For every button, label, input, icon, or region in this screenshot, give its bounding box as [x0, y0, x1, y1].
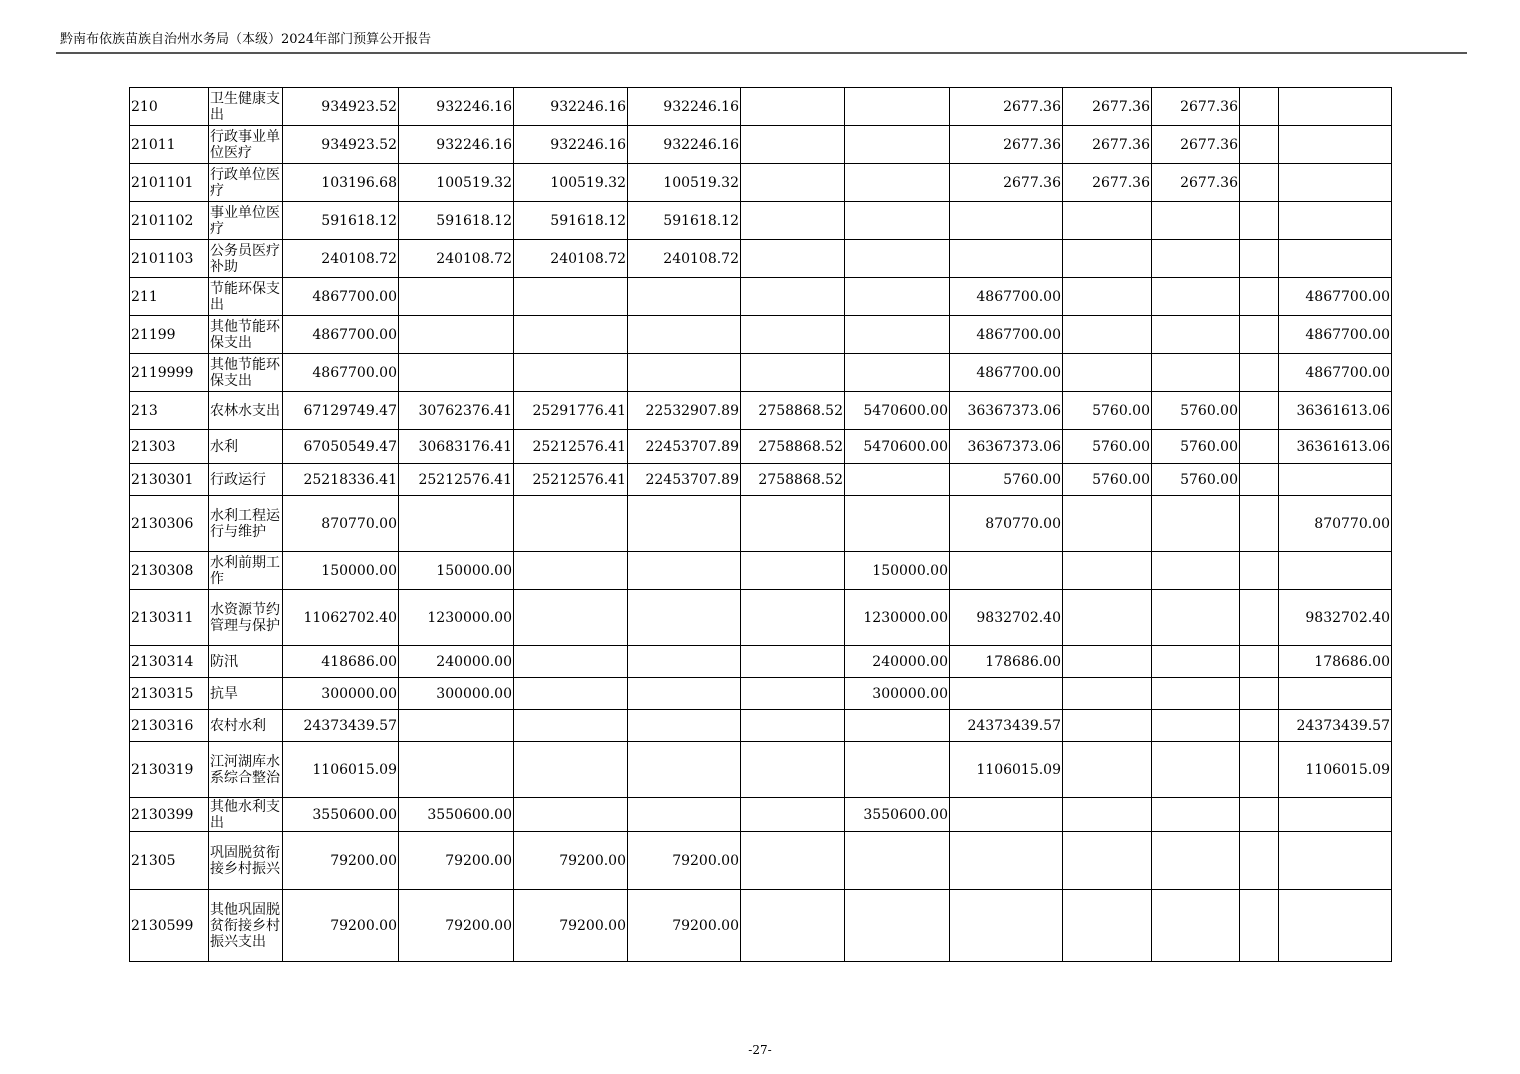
row-value-cell [1063, 742, 1152, 798]
table-row [130, 552, 1392, 590]
row-name-cell: 事业单位医疗 [209, 202, 283, 240]
row-value-cell: 178686.00 [950, 646, 1063, 678]
row-value-cell: 932246.16 [399, 88, 514, 126]
row-value-cell [1152, 590, 1240, 646]
row-value-cell: 100519.32 [628, 164, 741, 202]
row-value-cell: 36361613.06 [1279, 430, 1392, 464]
row-value-cell: 79200.00 [628, 832, 741, 890]
row-value-cell [741, 126, 845, 164]
row-value-cell [741, 710, 845, 742]
row-value-cell [845, 202, 950, 240]
row-value-cell: 2677.36 [1152, 164, 1240, 202]
row-value-cell [628, 354, 741, 392]
row-code-cell: 2130319 [130, 742, 209, 798]
row-value-cell: 2677.36 [1063, 164, 1152, 202]
row-value-cell: 1230000.00 [399, 590, 514, 646]
row-value-cell: 36367373.06 [950, 430, 1063, 464]
row-value-cell: 22532907.89 [628, 392, 741, 430]
row-code-cell: 2101101 [130, 164, 209, 202]
row-value-cell [1152, 710, 1240, 742]
row-value-cell [1063, 240, 1152, 278]
row-code-cell: 2130301 [130, 464, 209, 496]
row-value-cell [741, 646, 845, 678]
row-value-cell [1063, 590, 1152, 646]
row-code-cell: 21305 [130, 832, 209, 890]
table-row [130, 890, 1392, 962]
row-value-cell [1063, 710, 1152, 742]
row-value-cell: 79200.00 [283, 832, 399, 890]
row-code-cell: 21199 [130, 316, 209, 354]
row-value-cell [845, 710, 950, 742]
row-value-cell [845, 890, 950, 962]
row-value-cell: 25291776.41 [514, 392, 628, 430]
row-value-cell: 3550600.00 [283, 798, 399, 832]
row-code-cell: 213 [130, 392, 209, 430]
row-value-cell: 79200.00 [399, 890, 514, 962]
row-value-cell [399, 742, 514, 798]
table-row [130, 496, 1392, 552]
row-value-cell [741, 832, 845, 890]
row-value-cell: 9832702.40 [950, 590, 1063, 646]
row-value-cell: 100519.32 [514, 164, 628, 202]
row-value-cell [950, 890, 1063, 962]
row-code-cell: 2130599 [130, 890, 209, 962]
row-value-cell: 932246.16 [514, 88, 628, 126]
row-value-cell [1240, 430, 1279, 464]
row-value-cell: 2758868.52 [741, 392, 845, 430]
table-row [130, 798, 1392, 832]
row-value-cell [1279, 678, 1392, 710]
row-value-cell [741, 496, 845, 552]
row-value-cell [845, 354, 950, 392]
row-value-cell [1240, 464, 1279, 496]
row-value-cell: 5760.00 [1152, 464, 1240, 496]
row-value-cell [1240, 202, 1279, 240]
row-value-cell [628, 798, 741, 832]
row-value-cell [1063, 496, 1152, 552]
table-row [130, 126, 1392, 164]
row-name-cell: 水利前期工作 [209, 552, 283, 590]
row-value-cell [741, 590, 845, 646]
row-value-cell [628, 590, 741, 646]
row-name-cell: 行政单位医疗 [209, 164, 283, 202]
row-code-cell: 2130316 [130, 710, 209, 742]
row-value-cell [1063, 832, 1152, 890]
row-value-cell [845, 240, 950, 278]
row-value-cell: 67129749.47 [283, 392, 399, 430]
row-code-cell: 2101103 [130, 240, 209, 278]
row-value-cell [1279, 832, 1392, 890]
row-value-cell: 5470600.00 [845, 392, 950, 430]
row-value-cell: 22453707.89 [628, 464, 741, 496]
row-value-cell: 5760.00 [1152, 430, 1240, 464]
row-value-cell: 24373439.57 [950, 710, 1063, 742]
row-value-cell [628, 278, 741, 316]
table-row [130, 202, 1392, 240]
row-value-cell: 870770.00 [1279, 496, 1392, 552]
row-value-cell [741, 890, 845, 962]
row-value-cell: 25212576.41 [399, 464, 514, 496]
row-value-cell [741, 88, 845, 126]
row-value-cell [1063, 202, 1152, 240]
row-name-cell: 行政事业单位医疗 [209, 126, 283, 164]
row-value-cell [950, 798, 1063, 832]
row-name-cell: 水资源节约管理与保护 [209, 590, 283, 646]
row-value-cell: 5760.00 [1063, 392, 1152, 430]
row-code-cell: 2130311 [130, 590, 209, 646]
row-name-cell: 水利 [209, 430, 283, 464]
table-row [130, 590, 1392, 646]
row-value-cell: 934923.52 [283, 126, 399, 164]
row-value-cell [845, 496, 950, 552]
row-value-cell: 240108.72 [628, 240, 741, 278]
row-value-cell [399, 354, 514, 392]
row-value-cell: 100519.32 [399, 164, 514, 202]
table-row [130, 164, 1392, 202]
row-name-cell: 卫生健康支出 [209, 88, 283, 126]
row-name-cell: 巩固脱贫衔接乡村振兴 [209, 832, 283, 890]
row-value-cell [845, 164, 950, 202]
row-value-cell [1279, 798, 1392, 832]
row-value-cell [845, 742, 950, 798]
row-value-cell [1240, 798, 1279, 832]
row-value-cell [1240, 316, 1279, 354]
row-value-cell [845, 126, 950, 164]
row-value-cell [514, 552, 628, 590]
row-value-cell [1063, 646, 1152, 678]
row-value-cell [514, 742, 628, 798]
table-row [130, 710, 1392, 742]
row-value-cell: 932246.16 [399, 126, 514, 164]
row-value-cell [1152, 496, 1240, 552]
row-value-cell [1279, 202, 1392, 240]
table-row [130, 678, 1392, 710]
row-value-cell: 2677.36 [950, 126, 1063, 164]
row-value-cell: 1106015.09 [950, 742, 1063, 798]
row-value-cell: 22453707.89 [628, 430, 741, 464]
row-code-cell: 2130399 [130, 798, 209, 832]
row-value-cell: 4867700.00 [283, 354, 399, 392]
row-value-cell [1240, 832, 1279, 890]
row-value-cell: 4867700.00 [283, 316, 399, 354]
row-value-cell: 25212576.41 [514, 464, 628, 496]
row-value-cell: 418686.00 [283, 646, 399, 678]
row-value-cell [1152, 278, 1240, 316]
row-value-cell [845, 832, 950, 890]
row-value-cell [1240, 710, 1279, 742]
row-value-cell: 591618.12 [399, 202, 514, 240]
row-value-cell [1063, 798, 1152, 832]
row-value-cell [399, 278, 514, 316]
row-value-cell: 5760.00 [1152, 392, 1240, 430]
row-value-cell: 3550600.00 [399, 798, 514, 832]
row-value-cell [1240, 590, 1279, 646]
row-name-cell: 行政运行 [209, 464, 283, 496]
row-value-cell [514, 496, 628, 552]
row-code-cell: 210 [130, 88, 209, 126]
row-value-cell [514, 590, 628, 646]
row-value-cell: 2677.36 [1152, 88, 1240, 126]
row-value-cell [1152, 316, 1240, 354]
row-value-cell: 5470600.00 [845, 430, 950, 464]
row-value-cell [628, 316, 741, 354]
row-value-cell [1240, 552, 1279, 590]
row-value-cell [1240, 392, 1279, 430]
row-value-cell: 2758868.52 [741, 430, 845, 464]
row-value-cell [845, 278, 950, 316]
row-name-cell: 抗旱 [209, 678, 283, 710]
table-row [130, 354, 1392, 392]
row-value-cell: 3550600.00 [845, 798, 950, 832]
row-name-cell: 农村水利 [209, 710, 283, 742]
row-value-cell [1152, 202, 1240, 240]
row-value-cell: 11062702.40 [283, 590, 399, 646]
row-value-cell [628, 496, 741, 552]
row-code-cell: 2101102 [130, 202, 209, 240]
row-value-cell: 36367373.06 [950, 392, 1063, 430]
row-value-cell: 932246.16 [628, 88, 741, 126]
row-value-cell [741, 678, 845, 710]
row-value-cell [399, 316, 514, 354]
table-row [130, 742, 1392, 798]
header-divider [56, 52, 1467, 54]
row-value-cell: 36361613.06 [1279, 392, 1392, 430]
row-value-cell [1152, 678, 1240, 710]
row-value-cell: 150000.00 [845, 552, 950, 590]
row-value-cell: 25212576.41 [514, 430, 628, 464]
row-value-cell [514, 678, 628, 710]
row-value-cell: 1230000.00 [845, 590, 950, 646]
page-header-title: 黔南布依族苗族自治州水务局（本级）2024年部门预算公开报告 [60, 32, 432, 47]
row-value-cell: 79200.00 [399, 832, 514, 890]
row-value-cell: 300000.00 [845, 678, 950, 710]
row-value-cell: 30762376.41 [399, 392, 514, 430]
row-value-cell [950, 202, 1063, 240]
row-value-cell [1279, 126, 1392, 164]
row-value-cell: 2758868.52 [741, 464, 845, 496]
table-row [130, 464, 1392, 496]
row-value-cell: 934923.52 [283, 88, 399, 126]
row-value-cell [1240, 164, 1279, 202]
row-value-cell: 79200.00 [514, 890, 628, 962]
row-value-cell [628, 678, 741, 710]
row-value-cell: 240000.00 [399, 646, 514, 678]
row-value-cell [1063, 316, 1152, 354]
row-value-cell [1240, 126, 1279, 164]
row-value-cell [514, 278, 628, 316]
row-value-cell [1152, 890, 1240, 962]
row-value-cell [1240, 496, 1279, 552]
row-name-cell: 其他水利支出 [209, 798, 283, 832]
row-value-cell: 870770.00 [283, 496, 399, 552]
row-name-cell: 防汛 [209, 646, 283, 678]
row-value-cell: 79200.00 [514, 832, 628, 890]
row-value-cell: 240108.72 [283, 240, 399, 278]
row-value-cell [514, 316, 628, 354]
row-value-cell [1240, 354, 1279, 392]
row-value-cell [1063, 890, 1152, 962]
row-value-cell: 1106015.09 [283, 742, 399, 798]
row-value-cell: 4867700.00 [1279, 316, 1392, 354]
row-value-cell [1063, 552, 1152, 590]
row-value-cell [1240, 678, 1279, 710]
row-value-cell [514, 798, 628, 832]
row-value-cell [741, 278, 845, 316]
row-value-cell [741, 354, 845, 392]
row-value-cell: 591618.12 [514, 202, 628, 240]
table-row [130, 88, 1392, 126]
row-value-cell: 5760.00 [1063, 464, 1152, 496]
row-value-cell: 103196.68 [283, 164, 399, 202]
row-value-cell [1240, 890, 1279, 962]
row-value-cell: 25218336.41 [283, 464, 399, 496]
row-code-cell: 2130314 [130, 646, 209, 678]
row-value-cell [1279, 464, 1392, 496]
row-value-cell [845, 316, 950, 354]
row-value-cell [1152, 240, 1240, 278]
row-value-cell: 24373439.57 [283, 710, 399, 742]
row-name-cell: 公务员医疗补助 [209, 240, 283, 278]
table-row [130, 316, 1392, 354]
row-value-cell [1152, 552, 1240, 590]
table-row [130, 240, 1392, 278]
budget-table [129, 87, 1392, 962]
row-value-cell: 2677.36 [950, 164, 1063, 202]
row-value-cell [1279, 88, 1392, 126]
row-code-cell: 21303 [130, 430, 209, 464]
row-value-cell [741, 742, 845, 798]
row-value-cell [950, 240, 1063, 278]
row-value-cell: 2677.36 [1063, 88, 1152, 126]
row-value-cell [1240, 742, 1279, 798]
row-value-cell [1063, 678, 1152, 710]
page-number: -27- [748, 1043, 772, 1057]
budget-table-body [130, 88, 1392, 962]
row-value-cell: 150000.00 [399, 552, 514, 590]
row-name-cell: 其他节能环保支出 [209, 354, 283, 392]
row-value-cell [1279, 240, 1392, 278]
table-row [130, 392, 1392, 430]
row-value-cell [741, 240, 845, 278]
row-value-cell: 24373439.57 [1279, 710, 1392, 742]
row-value-cell [950, 678, 1063, 710]
row-code-cell: 2130308 [130, 552, 209, 590]
row-value-cell [1240, 88, 1279, 126]
row-value-cell: 79200.00 [283, 890, 399, 962]
row-value-cell: 591618.12 [628, 202, 741, 240]
row-value-cell: 67050549.47 [283, 430, 399, 464]
row-code-cell: 2119999 [130, 354, 209, 392]
row-value-cell [628, 742, 741, 798]
row-value-cell: 300000.00 [283, 678, 399, 710]
table-row [130, 646, 1392, 678]
row-value-cell [1152, 832, 1240, 890]
row-value-cell: 932246.16 [628, 126, 741, 164]
row-value-cell [399, 496, 514, 552]
row-value-cell [1152, 742, 1240, 798]
row-value-cell: 591618.12 [283, 202, 399, 240]
row-value-cell: 9832702.40 [1279, 590, 1392, 646]
row-value-cell [514, 354, 628, 392]
row-value-cell: 2677.36 [950, 88, 1063, 126]
row-value-cell: 178686.00 [1279, 646, 1392, 678]
row-value-cell: 4867700.00 [1279, 278, 1392, 316]
row-value-cell [399, 710, 514, 742]
row-code-cell: 2130315 [130, 678, 209, 710]
row-name-cell: 节能环保支出 [209, 278, 283, 316]
table-row [130, 278, 1392, 316]
row-value-cell: 300000.00 [399, 678, 514, 710]
row-value-cell [845, 88, 950, 126]
row-name-cell: 水利工程运行与维护 [209, 496, 283, 552]
row-value-cell: 4867700.00 [950, 316, 1063, 354]
row-value-cell [741, 316, 845, 354]
row-value-cell [514, 646, 628, 678]
row-value-cell: 4867700.00 [1279, 354, 1392, 392]
row-value-cell: 150000.00 [283, 552, 399, 590]
row-value-cell [950, 832, 1063, 890]
row-value-cell: 79200.00 [628, 890, 741, 962]
row-value-cell: 932246.16 [514, 126, 628, 164]
row-value-cell: 5760.00 [1063, 430, 1152, 464]
row-value-cell: 4867700.00 [950, 354, 1063, 392]
row-value-cell: 2677.36 [1152, 126, 1240, 164]
row-value-cell: 870770.00 [950, 496, 1063, 552]
row-value-cell: 4867700.00 [283, 278, 399, 316]
row-value-cell [1240, 278, 1279, 316]
row-value-cell [628, 646, 741, 678]
row-value-cell: 30683176.41 [399, 430, 514, 464]
row-name-cell: 其他巩固脱贫衔接乡村振兴支出 [209, 890, 283, 962]
row-name-cell: 江河湖库水系综合整治 [209, 742, 283, 798]
row-value-cell [1279, 552, 1392, 590]
row-value-cell [950, 552, 1063, 590]
table-row [130, 832, 1392, 890]
row-name-cell: 其他节能环保支出 [209, 316, 283, 354]
row-value-cell [1279, 164, 1392, 202]
row-value-cell [514, 710, 628, 742]
row-code-cell: 211 [130, 278, 209, 316]
row-value-cell [1152, 354, 1240, 392]
row-value-cell [845, 464, 950, 496]
row-value-cell [1063, 354, 1152, 392]
row-value-cell: 240000.00 [845, 646, 950, 678]
row-code-cell: 21011 [130, 126, 209, 164]
row-value-cell: 4867700.00 [950, 278, 1063, 316]
row-value-cell [1063, 278, 1152, 316]
table-row [130, 430, 1392, 464]
row-value-cell [741, 202, 845, 240]
row-value-cell [1240, 240, 1279, 278]
row-value-cell [628, 552, 741, 590]
row-value-cell [1152, 646, 1240, 678]
row-value-cell: 1106015.09 [1279, 742, 1392, 798]
row-value-cell [628, 710, 741, 742]
row-value-cell [1279, 890, 1392, 962]
row-value-cell [741, 552, 845, 590]
row-code-cell: 2130306 [130, 496, 209, 552]
row-value-cell [1152, 798, 1240, 832]
row-value-cell [741, 164, 845, 202]
row-name-cell: 农林水支出 [209, 392, 283, 430]
row-value-cell: 2677.36 [1063, 126, 1152, 164]
row-value-cell [741, 798, 845, 832]
row-value-cell: 240108.72 [514, 240, 628, 278]
row-value-cell: 5760.00 [950, 464, 1063, 496]
row-value-cell [1240, 646, 1279, 678]
row-value-cell: 240108.72 [399, 240, 514, 278]
